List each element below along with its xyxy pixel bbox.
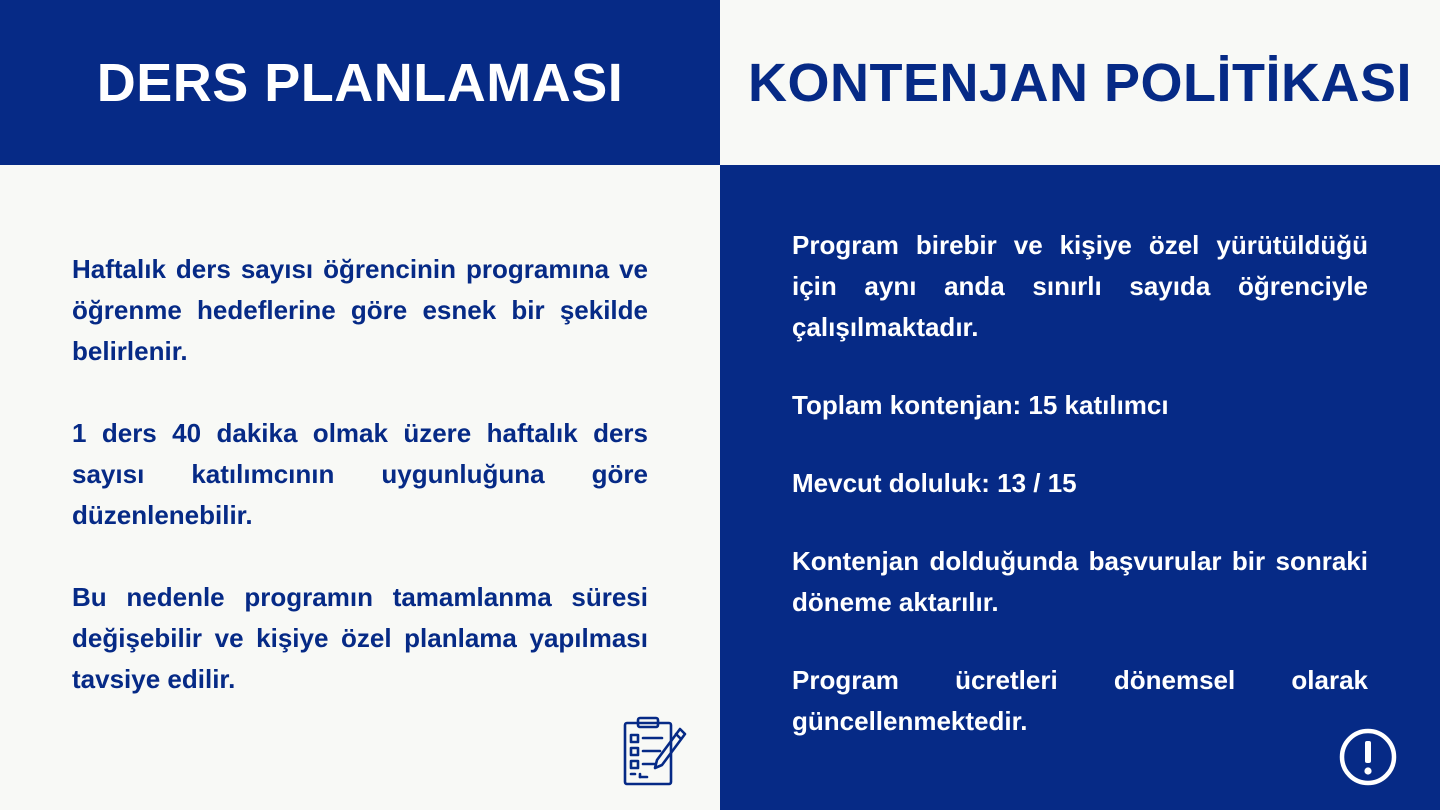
right-paragraph-5: Program ücretleri dönemsel olarak güncellenmektedir. [792,665,1368,736]
right-title: KONTENJAN POLİTİKASI [747,52,1413,113]
right-paragraph-3: Mevcut doluluk: 13 / 15 [792,468,1077,498]
left-text-block [72,249,648,700]
clipboard-checklist-pencil-icon [622,715,688,787]
left-title: DERS PLANLAMASI [96,52,624,113]
left-paragraph-1: Haftalık ders sayısı öğrencinin programına ve öğrenme hedeflerine göre esnek bir şekilde belirlenir. [72,254,648,366]
right-title-panel [720,0,1440,165]
right-content-panel [720,165,1440,810]
left-content-panel [0,165,720,810]
right-paragraph-2: Toplam kontenjan: 15 katılımcı [792,390,1169,420]
right-paragraph-4: Kontenjan dolduğunda başvurular bir sonraki döneme aktarılır. [792,546,1368,617]
left-paragraph-2: 1 ders 40 dakika olmak üzere haftalık ders sayısı katılımcının uygunluğuna göre düzenlenebilir. [72,418,648,530]
right-paragraph-1: Program birebir ve kişiye özel yürütüldüğü için aynı anda sınırlı sayıda öğrenciyle çalışılmaktadır. [792,230,1368,342]
left-paragraph-3: Bu nedenle programın tamamlanma süresi değişebilir ve kişiye özel planlama yapılması tavsiye edilir. [72,582,648,694]
exclamation-circle-icon [1338,727,1398,787]
left-title-panel [0,0,720,165]
right-text-block [792,225,1368,779]
